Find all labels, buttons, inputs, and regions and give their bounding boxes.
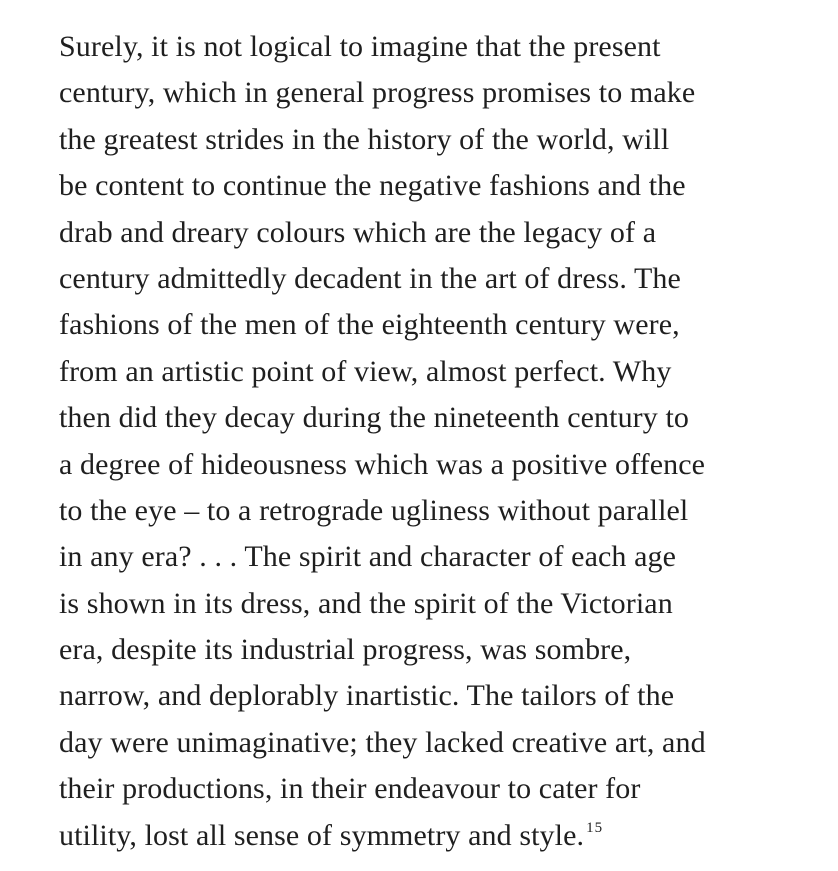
text-line-14: era, despite its industrial progress, was sombre, bbox=[59, 633, 632, 667]
text-line-11: to the eye – to a retrograde ugliness without parallel bbox=[59, 493, 689, 527]
text-line-16: day were unimaginative; they lacked creative art, and bbox=[59, 725, 706, 759]
text-line-12: in any era? . . . The spirit and character of each age bbox=[59, 540, 677, 574]
text-line-13: is shown in its dress, and the spirit of the Victorian bbox=[59, 586, 673, 620]
text-line-7: fashions of the men of the eighteenth century were, bbox=[59, 308, 680, 342]
text-line-18-text: utility, lost all sense of symmetry and style. bbox=[59, 818, 585, 852]
text-line-8: from an artistic point of view, almost perfect. Why bbox=[59, 354, 672, 388]
text-line-9: then did they decay during the nineteenth century to bbox=[59, 401, 689, 435]
text-line-17: their productions, in their endeavour to cater for bbox=[59, 772, 641, 806]
text-line-5: drab and dreary colours which are the legacy of a bbox=[59, 215, 657, 249]
text-line-6: century admittedly decadent in the art of dress. The bbox=[59, 261, 681, 295]
text-line-18 bbox=[59, 813, 829, 859]
text-line-2: century, which in general progress promises to make bbox=[59, 76, 696, 110]
text-line-1: Surely, it is not logical to imagine that the present bbox=[59, 30, 661, 63]
text-line-4: be content to continue the negative fashions and the bbox=[59, 169, 686, 203]
text-line-15: narrow, and deplorably inartistic. The tailors of the bbox=[59, 679, 675, 713]
text-line-10: a degree of hideousness which was a positive offence bbox=[59, 447, 706, 481]
quoted-passage bbox=[59, 24, 829, 859]
text-line-3: the greatest strides in the history of the world, will bbox=[59, 122, 670, 156]
footnote-marker: 15 bbox=[586, 819, 604, 836]
